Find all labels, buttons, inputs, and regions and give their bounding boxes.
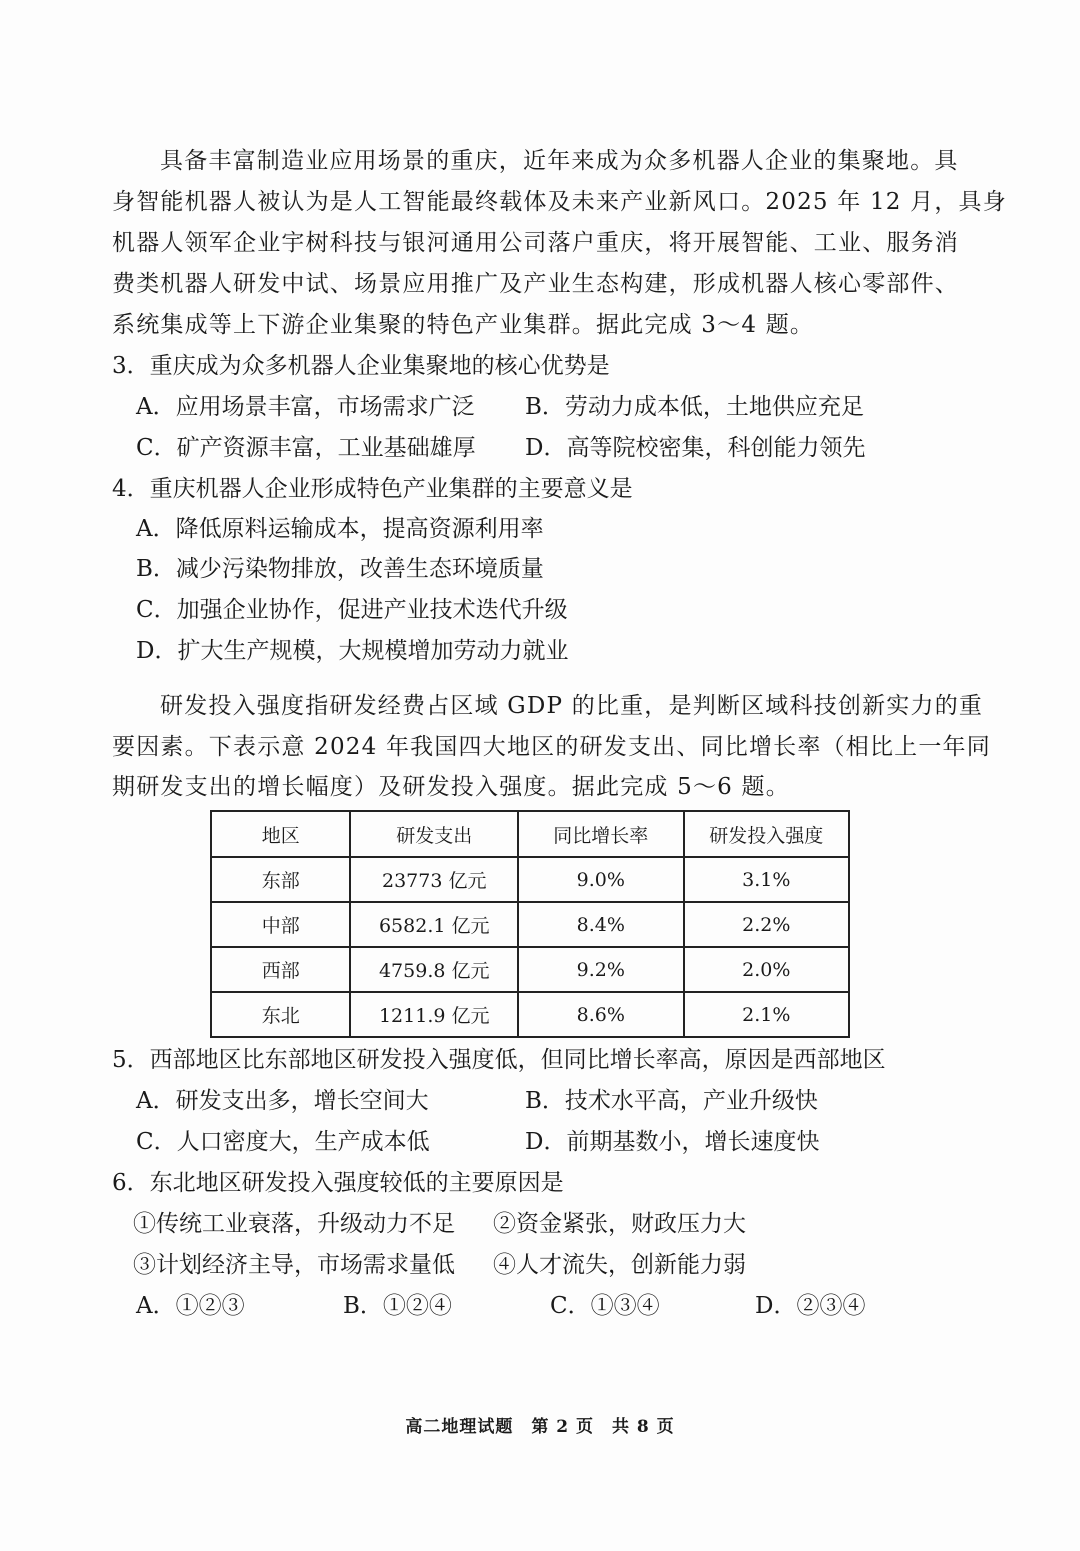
question-3-option-c: C．矿产资源丰富，工业基础雄厚 [136,435,476,461]
table-cell-region: 西部 [211,947,350,992]
table-row [211,857,849,902]
question-5-option-a: A．研发支出多，增长空间大 [136,1088,429,1114]
question-4-stem: 4．重庆机器人企业形成特色产业集群的主要意义是 [112,476,633,502]
question-3-stem: 3．重庆成为众多机器人企业集聚地的核心优势是 [112,353,610,379]
question-3-option-a: A．应用场景丰富，市场需求广泛 [136,394,475,420]
table-cell-growth-rate: 9.2% [518,947,683,992]
table-cell-rd-spending: 6582.1 亿元 [350,902,518,947]
question-6-option-b: B．①②④ [343,1293,452,1319]
table-header-row [211,811,849,857]
passage2-line-1: 研发投入强度指研发经费占区域 GDP 的比重，是判断区域科技创新实力的重 [160,693,984,719]
question-5-stem: 5．西部地区比东部地区研发投入强度低，但同比增长率高，原因是西部地区 [112,1047,886,1073]
question-6-option-a: A．①②③ [136,1293,245,1319]
table-header-region: 地区 [211,811,350,857]
table-cell-region: 中部 [211,902,350,947]
page-footer: 高二地理试题 第 2 页 共 8 页 [405,1417,675,1437]
question-4-option-b: B．减少污染物排放，改善生态环境质量 [136,556,544,582]
table-cell-growth-rate: 8.4% [518,902,683,947]
passage1-line-2: 身智能机器人被认为是人工智能最终载体及未来产业新风口。2025 年 12 月，具身 [112,189,1007,215]
table-cell-rd-intensity: 2.2% [684,902,850,947]
table-cell-growth-rate: 8.6% [518,992,683,1037]
table-header-growth-rate: 同比增长率 [518,811,683,857]
table-cell-rd-intensity: 3.1% [684,857,850,902]
question-4-option-d: D．扩大生产规模，大规模增加劳动力就业 [136,638,569,664]
table-row [211,947,849,992]
question-3-option-d: D．高等院校密集，科创能力领先 [525,435,866,461]
table-cell-region: 东部 [211,857,350,902]
table-row [211,902,849,947]
table-cell-rd-spending: 4759.8 亿元 [350,947,518,992]
question-6-statement-1: ①传统工业衰落，升级动力不足 [133,1211,455,1237]
table-cell-growth-rate: 9.0% [518,857,683,902]
question-6-stem: 6．东北地区研发投入强度较低的主要原因是 [112,1170,564,1196]
question-6-statement-4: ④人才流失，创新能力弱 [493,1252,746,1278]
question-6-statement-3: ③计划经济主导，市场需求量低 [133,1252,455,1278]
passage1-line-5: 系统集成等上下游企业集聚的特色产业集群。据此完成 3～4 题。 [112,312,815,338]
question-6-statement-2: ②资金紧张，财政压力大 [493,1211,746,1237]
question-4-option-c: C．加强企业协作，促进产业技术迭代升级 [136,597,568,623]
passage2-line-2: 要因素。下表示意 2024 年我国四大地区的研发支出、同比增长率（相比上一年同 [112,734,991,760]
table-cell-rd-intensity: 2.0% [684,947,850,992]
question-6-option-c: C．①③④ [550,1293,660,1319]
table-cell-rd-intensity: 2.1% [684,992,850,1037]
passage1-line-4: 费类机器人研发中试、场景应用推广及产业生态构建，形成机器人核心零部件、 [112,271,959,297]
table-row [211,992,849,1037]
question-5-option-b: B．技术水平高，产业升级快 [525,1088,818,1114]
table-header-rd-spending: 研发支出 [350,811,518,857]
question-5-option-c: C．人口密度大，生产成本低 [136,1129,430,1155]
question-5-option-d: D．前期基数小，增长速度快 [525,1129,820,1155]
table-cell-rd-spending: 23773 亿元 [350,857,518,902]
passage2-line-3: 期研发支出的增长幅度）及研发投入强度。据此完成 5～6 题。 [112,774,790,800]
rd-data-table [210,810,850,1038]
table-cell-rd-spending: 1211.9 亿元 [350,992,518,1037]
table-header-rd-intensity: 研发投入强度 [684,811,850,857]
passage1-line-1: 具备丰富制造业应用场景的重庆，近年来成为众多机器人企业的集聚地。具 [160,148,959,174]
passage1-line-3: 机器人领军企业宇树科技与银河通用公司落户重庆，将开展智能、工业、服务消 [112,230,959,256]
question-6-option-d: D．②③④ [755,1293,866,1319]
table-cell-region: 东北 [211,992,350,1037]
question-4-option-a: A．降低原料运输成本，提高资源利用率 [136,516,544,542]
question-3-option-b: B．劳动力成本低，土地供应充足 [525,394,864,420]
